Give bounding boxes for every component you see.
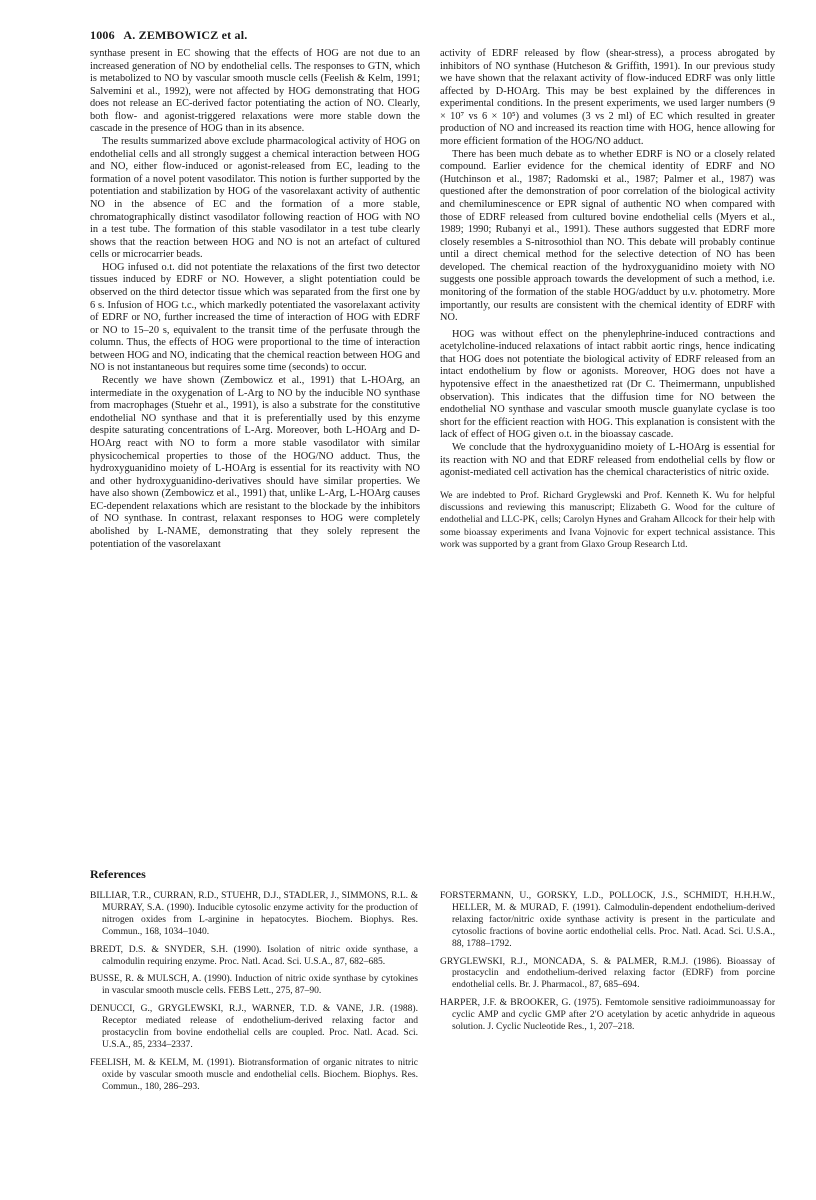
running-title: A. ZEMBOWICZ et al. [123, 28, 248, 42]
right-text-column [440, 48, 775, 551]
references-heading: References [90, 867, 146, 881]
references-right-column [440, 890, 775, 1039]
page-header [90, 28, 248, 43]
reference-item: DENUCCI, G., GRYGLEWSKI, R.J., WARNER, T.D. & VANE, J.R. (1988). Receptor mediated release of endothelium-derived relaxing factor and prostacyclin from bovine endothelial cells are coupled. Proc. Natl. Acad. Sci. U.S.A., 85, 2334–2337. [90, 1003, 418, 1050]
reference-item: BREDT, D.S. & SNYDER, S.H. (1990). Isolation of nitric oxide synthase, a calmodulin requiring enzyme. Proc. Natl. Acad. Sci. U.S.A., 87, 682–685. [90, 943, 418, 967]
reference-item: GRYGLEWSKI, R.J., MONCADA, S. & PALMER, R.M.J. (1986). Bioassay of prostacyclin and endothelium-derived relaxing factor (EDRF) from porcine endothelial cells. Br. J. Pharmacol., 87, 685–694. [440, 955, 775, 991]
paragraph: HOG infused o.t. did not potentiate the relaxations of the first two detector tissues induced by EDRF or NO. However, a slight potentiation could be observed on the third detector tissue which was separated from the first one by 6 s. Infusion of HOG t.c., which markedly potentiated the vasorelaxant activity of EDRF or NO, further increased the time of interaction of HOG with EDRF or NO to 15–20 s, equivalent to the transit time of the perfusate through the column. Thus, the effects of HOG were proportional to the time of interaction between HOG and NO, indicating that the chemical reaction between HOG and NO is not instantaneous but requires some time (seconds) to occur. [90, 261, 420, 374]
references-left-column [90, 890, 418, 1099]
paragraph: synthase present in EC showing that the effects of HOG are not due to an increased generation of NO by endothelial cells. The responses to GTN, which is metabolized to NO by vascular smooth muscle cells (Feelish & Kelm, 1991; Salvemini et al., 1992), were not affected by HOG demonstrating that HOG does not release an EC-derived factor potentiating the action of NO. Clearly, both flow- and agonist-triggered relaxations were more stable down the cascade in the presence of HOG than in its absence. [90, 48, 420, 135]
reference-item: BILLIAR, T.R., CURRAN, R.D., STUEHR, D.J., STADLER, J., SIMMONS, R.L. & MURRAY, S.A. (1990). Inducible cytosolic enzyme activity for the production of nitrogen oxides from L-arginine in hepatocytes. Biochem. Biophys. Res. Commun., 168, 1034–1040. [90, 890, 418, 937]
reference-item: BUSSE, R. & MULSCH, A. (1990). Induction of nitric oxide synthase by cytokines in vascular smooth muscle cells. FEBS Lett., 275, 87–90. [90, 973, 418, 997]
paragraph: activity of EDRF released by flow (shear-stress), a process abrogated by inhibitors of NO synthase (Hutcheson & Griffith, 1991). In our previous study we have shown that the relaxant activity of flow-induced EDRF was only little affected by D-HOArg. This may be best explained by the differences in experimental conditions. In the present experiments, we used larger numbers (9 × 10⁷ vs 6 × 10⁵) and volumes (3 vs 2 ml) of EC which resulted in greater production of NO and increased its reaction time with HOG, hence allowing for more efficient formation of the HOG/NO adduct. [440, 48, 775, 148]
paragraph: We conclude that the hydroxyguanidino moiety of L-HOArg is essential for its reaction with NO and that EDRF released from endothelial cells by flow or agonist-mediated cell activation has the chemical characteristics of nitric oxide. [440, 441, 775, 479]
paragraph: Recently we have shown (Zembowicz et al., 1991) that L-HOArg, an intermediate in the oxygenation of L-Arg to NO by the inducible NO synthase from macrophages (Stuehr et al., 1991), is also a substrate for the constitutive endothelial NO synthase and that it is preferentially used by this enzyme despite saturating concentrations of L-Arg. Moreover, both L-HOArg and D-HOArg react with NO to form a more stable vasodilator with similar physicochemical properties to those of the HOG/NO adduct. Thus, the hydroxyguanidino moiety of L-HOArg is essential for its reactivity with NO and other hydroxyguanidino-derivatives should have similar properties. We have also shown (Zembowicz et al., 1991) that, unlike L-Arg, L-HOArg causes EC-dependent relaxations which are resistant to the blockade by the inhibitors of NO synthase. In contrast, relaxant responses to HOG were completely abolished by L-NAME, demonstrating that they solely represent the potentiation of the vasorelaxant [90, 375, 420, 550]
paragraph: The results summarized above exclude pharmacological activity of HOG on endothelial cells and all strongly suggest a chemical interaction between HOG and NO, either flow-induced or agonist-released from EC, leading to the formation of a novel potent vasodilator. This notion is further supported by the potentiation and stabilization by HOG of the vasorelaxant activity of authentic NO in the absence of EC and the formation of a more stable, chromatographically distinct vasodilator following reaction of HOG with NO in a test tube. The formation of this stable vasodilator in a test tube clearly shows that the reaction between HOG and NO is not an artefact of cultured cells or microcarrier beads. [90, 136, 420, 261]
reference-item: HARPER, J.F. & BROOKER, G. (1975). Femtomole sensitive radioimmunoassay for cyclic AMP and cyclic GMP after 2′O acetylation by acetic anhydride in aqueous solution. J. Cyclic Nucleotide Res., 1, 207–218. [440, 997, 775, 1033]
paragraph: HOG was without effect on the phenylephrine-induced contractions and acetylcholine-induced relaxations of intact rabbit aortic rings, hence indicating that HOG does not potentiate the biological activity of EDRF released from an intact endothelium by flow or agonists. Moreover, HOG does not have a hypotensive effect in the anaesthetized rat (Dr C. Theimermann, unpublished observation). This indicates that the diffusion time for NO between the endothelial NO synthase and vascular smooth muscle guanylate cyclase is too short for the efficient reaction with HOG. This explanation is consistent with the lack of effect of HOG given o.t. in the bioassay cascade. [440, 328, 775, 441]
acknowledgement: We are indebted to Prof. Richard Gryglewski and Prof. Kenneth K. Wu for helpful discussions and reviewing this manuscript; Elizabeth G. Wood for the culture of endothelial and LLC-PK₁ cells; Carolyn Hynes and Graham Allcock for their help with some bioassay experiments and Ivana Vojnovic for expert technical assistance. This work was supported by a grant from Glaxo Group Research Ltd. [440, 489, 775, 550]
left-text-column [90, 48, 420, 551]
paragraph: There has been much debate as to whether EDRF is NO or a closely related compound. Earlier evidence for the chemical identity of EDRF and NO (Hutchinson et al., 1987; Radomski et al., 1987; Palmer et al., 1987) was questioned after the demonstration of poor correlation of the biological activity and chemiluminescence or EPR signal of authentic NO when compared with those of EDRF released from cultured bovine endothelial cells (Myers et al., 1989; 1990; Rubanyi et al., 1991). These authors suggested that EDRF more closely resembles a S-nitrosothiol than NO. This debate will probably continue until a direct chemical method for the selective detection of NO has been developed. The chemical reaction of the hydroxyguanidino moiety with NO suggests one possible approach towards the development of such a method, i.e. monitoring of the formation of the stable HOG/adduct by u.v. photometry. More importantly, our results are consistent with the chemical identity of EDRF with NO. [440, 148, 775, 324]
page-number: 1006 [90, 28, 115, 42]
reference-item: FORSTERMANN, U., GORSKY, L.D., POLLOCK, J.S., SCHMIDT, H.H.H.W., HELLER, M. & MURAD, F. (1991). Calmodulin-dependent endothelium-derived relaxing factor/nitric oxide synthase activity is present in the particulate and cytosolic fractions of bovine aortic endothelial cells. Proc. Natl. Acad. Sci. U.S.A., 88, 1788–1792. [440, 890, 775, 949]
reference-item: FEELISH, M. & KELM, M. (1991). Biotransformation of organic nitrates to nitric oxide by vascular smooth muscle and endothelial cells. Biochem. Biophys. Res. Commun., 180, 286–293. [90, 1056, 418, 1092]
